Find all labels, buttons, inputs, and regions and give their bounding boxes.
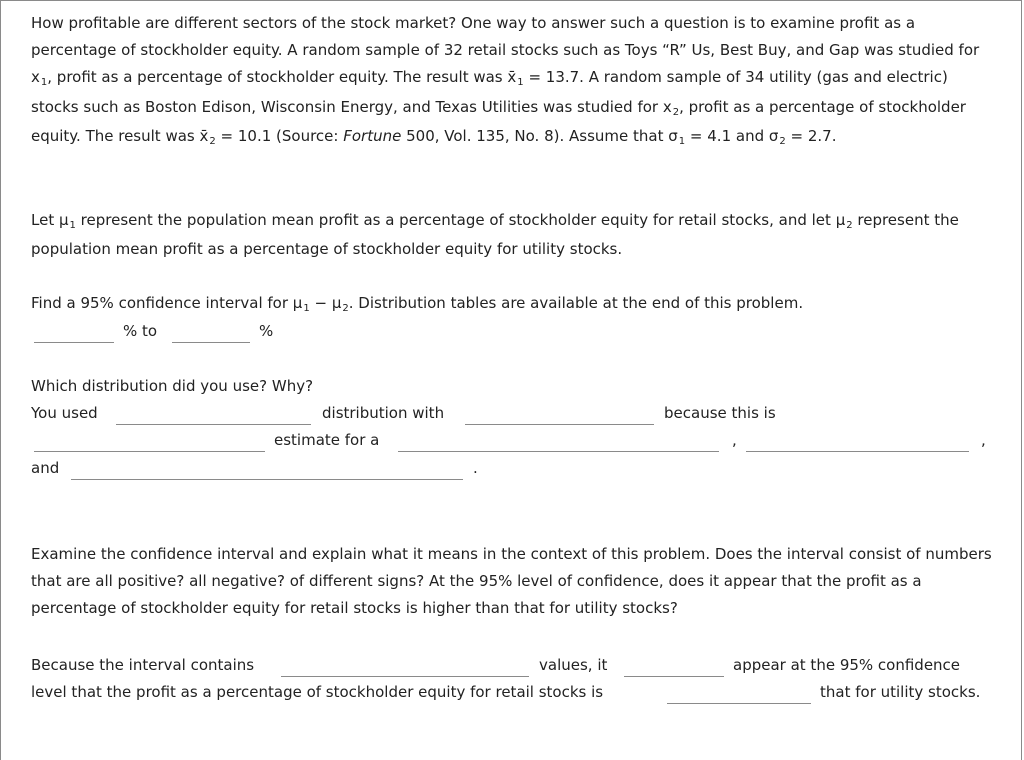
ci-lower-input[interactable] — [34, 322, 114, 343]
ci-answer-row — [31, 318, 1000, 345]
ci-question: Find a 95% confidence interval for $\mu_1 - \mu_2$. Distribution tables are available at the end of this problem. — [31, 294, 804, 314]
comma-1: , — [732, 431, 737, 449]
does-appear-input[interactable] — [624, 656, 724, 677]
ci-to-label: % to — [123, 322, 158, 340]
comparison-input[interactable] — [667, 683, 811, 704]
examine-paragraph: Examine the confidence interval and explain what it means in the context of this problem. Does the interval consist of numbers that are all positive? all negative? of different signs? At the 95% level of confidence, does it appear that the profit as a percentage of stockholder equity for retail stocks is higher than that for utility stocks? — [31, 545, 992, 618]
condition-1-input[interactable] — [746, 431, 969, 452]
comma-2: , — [981, 431, 986, 449]
intro-paragraph: How profitable are different sectors of the stock market? One way to answer such a question is to examine profit as a percentage of stockholder equity. A random sample of 32 retail stocks such as Toys “R” Us, Best Buy, and Gap was studied for $x_1$, profit as a percentage of stockholder equity. The result was $x̄_1 = 13.7$. A random sample of 34 utility (gas and electric) stocks such as Boston Edison, Wisconsin Energy, and Texas Utilities was studied for $x_2$, profit as a percentage of stockholder equity. The result was $x̄_2 = 10.1$ (Source: Fortune 500, Vol. 135, No. 8). Assume that $\sigma_1 = 4.1$ and $\sigma_2 = 2.7$. — [31, 14, 980, 147]
values-it-label: values, it — [539, 656, 608, 674]
ci-upper-input[interactable] — [172, 322, 250, 343]
ci-percent-label: % — [259, 322, 274, 340]
distribution-row-2 — [31, 427, 1000, 454]
interval-values-input[interactable] — [281, 656, 529, 677]
period-label: . — [473, 459, 478, 477]
distribution-question: Which distribution did you use? Why? — [31, 377, 314, 395]
because-label: because this is — [664, 404, 776, 422]
conclusion-row-1 — [31, 652, 1000, 679]
source-title: Fortune — [343, 126, 402, 145]
level-label: level that the profit as a percentage of stockholder equity for retail stocks is — [31, 683, 604, 701]
and-label: and — [31, 459, 60, 477]
that-for-label: that for utility stocks. — [820, 683, 981, 701]
distribution-with-label: distribution with — [322, 404, 445, 422]
conclusion-row-2 — [31, 679, 1000, 706]
because-interval-label: Because the interval contains — [31, 656, 255, 674]
distribution-type-input[interactable] — [116, 404, 311, 425]
distribution-row-3 — [31, 455, 1000, 482]
estimate-type-input[interactable] — [34, 431, 265, 452]
estimate-for-label: estimate for a — [274, 431, 380, 449]
distribution-param-input[interactable] — [465, 404, 654, 425]
estimate-target-input[interactable] — [398, 431, 719, 452]
distribution-row-1 — [31, 400, 1000, 427]
appear-label: appear at the 95% confidence — [733, 656, 961, 674]
definition-paragraph: Let $\mu_1$ represent the population mean profit as a percentage of stockholder equity for retail stocks, and let $\mu_2$ represent the population mean profit as a percentage of stockholder equity for utility stocks. — [31, 211, 959, 259]
you-used-label: You used — [31, 404, 98, 422]
condition-2-input[interactable] — [71, 459, 463, 480]
